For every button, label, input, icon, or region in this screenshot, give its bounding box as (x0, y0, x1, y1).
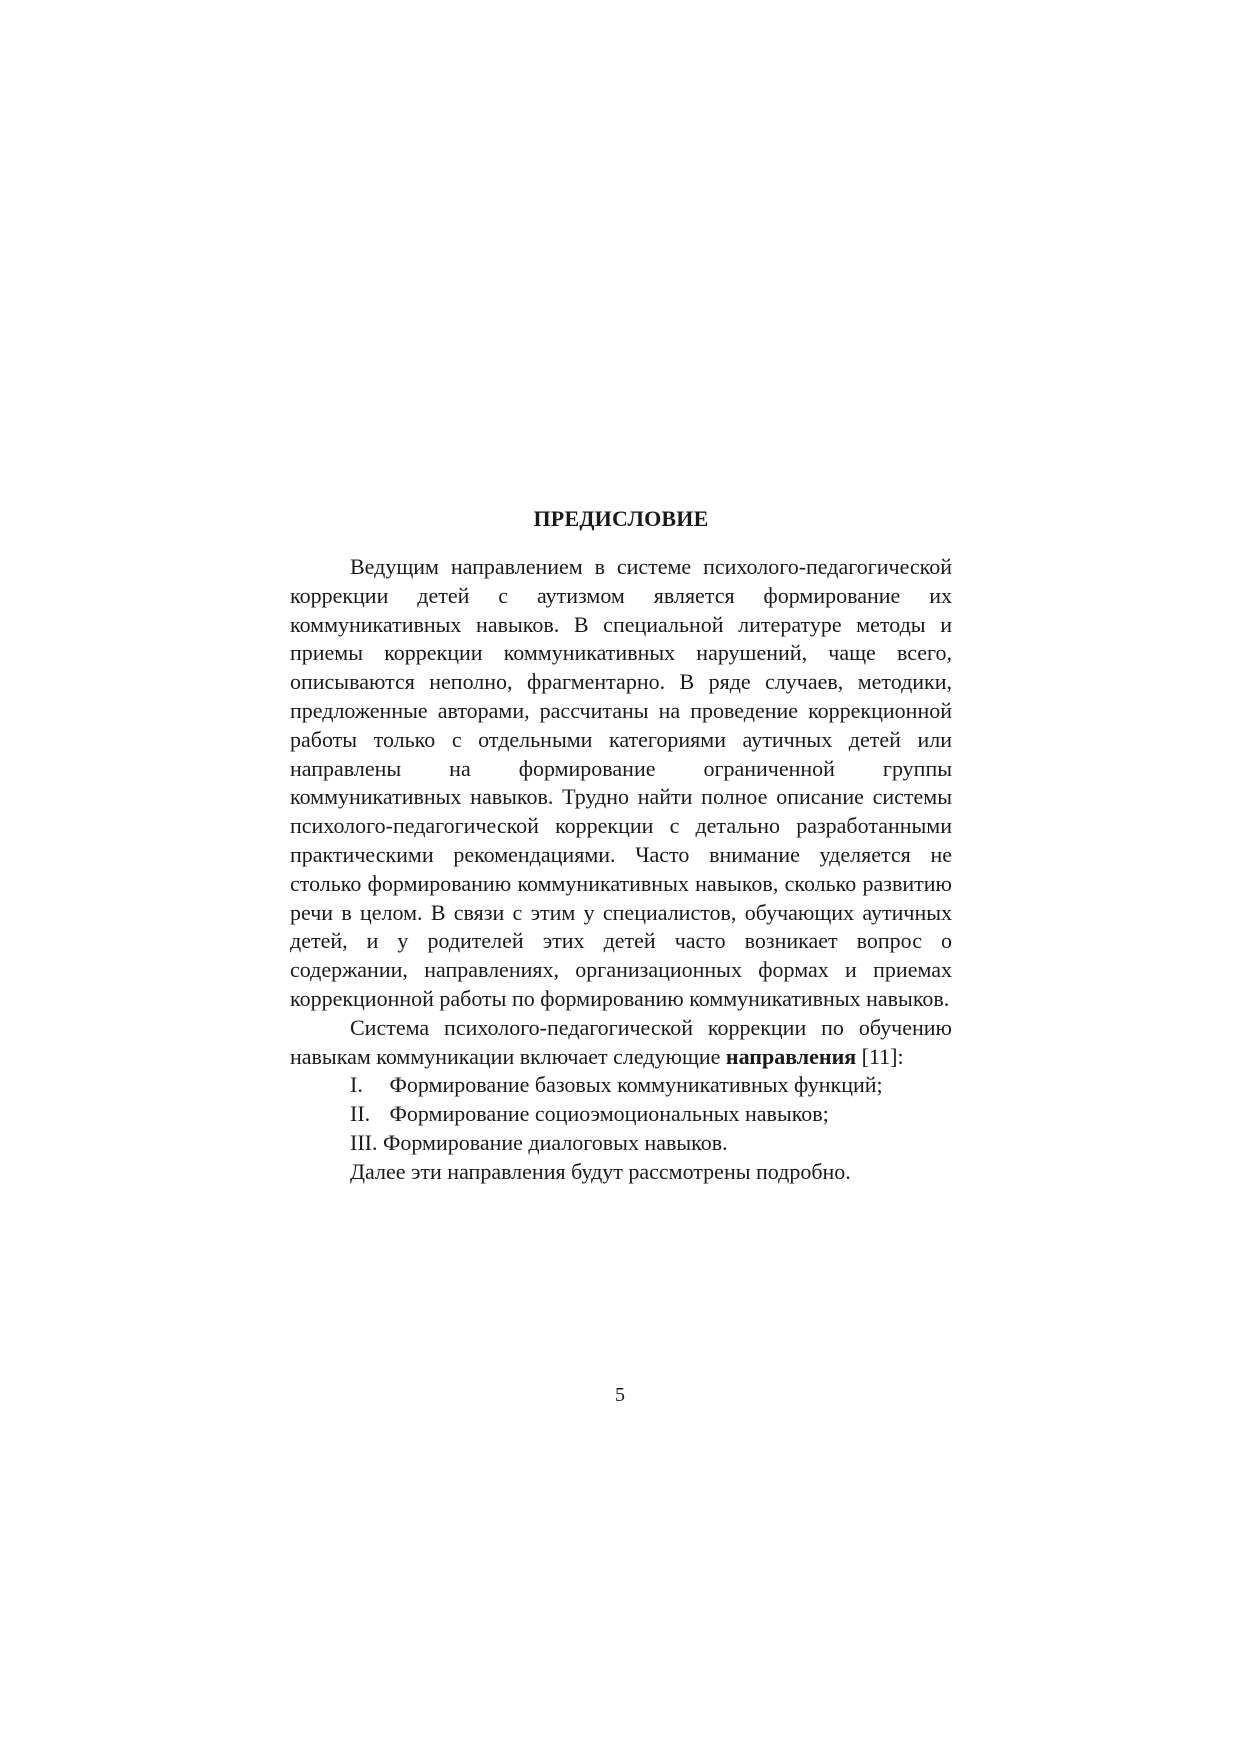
list-item-number: II. (350, 1101, 371, 1127)
closing-sentence: Далее эти направления будут рассмотрены подробно. (350, 1158, 851, 1184)
paragraph-system-bold-term: направления (725, 1043, 857, 1069)
list-item-text: Формирование социоэмоциональных навыков; (389, 1101, 829, 1127)
page-title: ПРЕДИСЛОВИЕ (533, 506, 709, 531)
list-item-text: Формирование диалоговых навыков. (382, 1129, 728, 1155)
paragraph-system-lead: Система психолого-педагогической коррекции по обучению навыкам коммуникации включает следующие (290, 1014, 952, 1069)
paragraph-intro: Ведущим направлением в системе психолого-педагогической коррекции детей с аутизмом является формирование их коммуникативных навыков. В специальной литературе методы и приемы коррекции коммуникативных нарушений, чаще всего, описываются неполно, фрагментарно. В ряде случаев, методики, предложенные авторами, рассчитаны на проведение коррекционной работы только с отдельными категориями аутичных детей или направлены на формирование ограниченной группы коммуникативных навыков. Трудно найти полное описание системы психолого-педагогической коррекции с детально разработанными практическими рекомендациями. Часто внимание уделяется не столько формированию коммуникативных навыков, сколько развитию речи в целом. В связи с этим у специалистов, обучающих аутичных детей, и у родителей этих детей часто возникает вопрос о содержании, направлениях, организационных формах и приемах коррекционной работы по формированию коммуникативных навыков. (290, 554, 952, 1011)
list-item-text: Формирование базовых коммуникативных функций; (389, 1072, 883, 1098)
list-item-number: III. (350, 1129, 378, 1155)
directions-list (290, 1071, 952, 1157)
paragraph-system (290, 1014, 952, 1072)
list-item (290, 1100, 952, 1129)
page-number: 5 (615, 1384, 625, 1406)
paragraph-system-citation: [11]: (861, 1043, 904, 1069)
list-item-number: I. (350, 1072, 363, 1098)
list-item (290, 1129, 952, 1158)
list-item (290, 1071, 952, 1100)
page-content (290, 505, 952, 1187)
